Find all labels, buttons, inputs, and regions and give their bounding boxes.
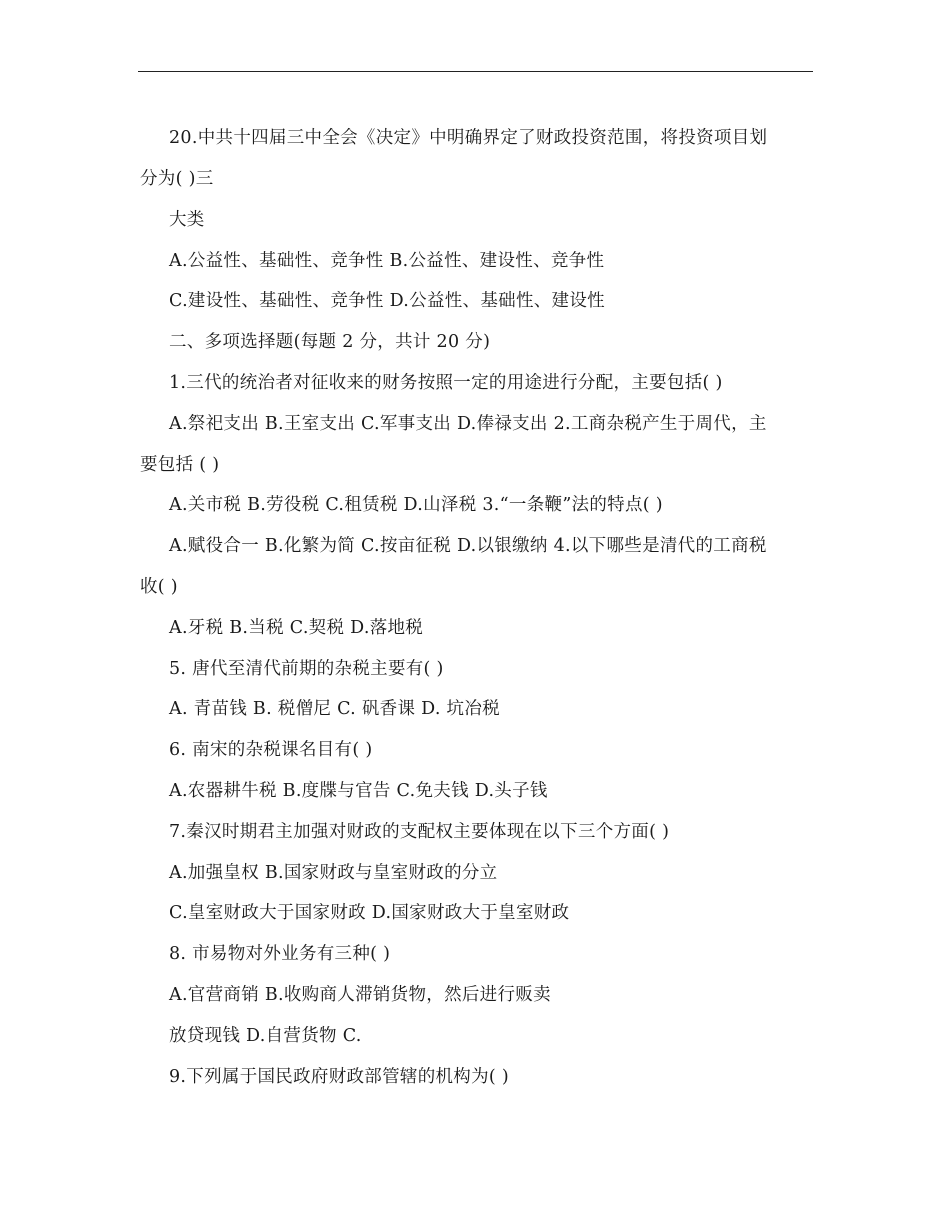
section-heading-multiple-choice: 二、多项选择题(每题 2 分，共计 20 分)	[169, 332, 491, 352]
question-20-options-cd: C.建设性、基础性、竞争性 D.公益性、基础性、建设性	[169, 291, 605, 311]
mc-question-5-options: A. 青苗钱 B. 税僧尼 C. 矾香课 D. 坑冶税	[169, 699, 500, 719]
question-20-line-2: 分为( )三	[140, 169, 214, 189]
mc-question-7-options-cd: C.皇室财政大于国家财政 D.国家财政大于皇室财政	[169, 903, 570, 923]
mc-question-8-options-ab: A.官营商销 B.收购商人滞销货物，然后进行贩卖	[169, 985, 551, 1005]
question-20-line-3: 大类	[169, 210, 205, 230]
mc-question-9: 9.下列属于国民政府财政部管辖的机构为( )	[169, 1067, 510, 1087]
mc-question-7: 7.秦汉时期君主加强对财政的支配权主要体现在以下三个方面( )	[169, 822, 670, 842]
mc-question-4-options: A.牙税 B.当税 C.契税 D.落地税	[169, 618, 424, 638]
mc-question-7-options-ab: A.加强皇权 B.国家财政与皇室财政的分立	[169, 863, 498, 883]
mc-question-2-continued: 要包括 ( )	[140, 455, 220, 475]
question-20-line-1: 20.中共十四届三中全会《决定》中明确界定了财政投资范围，将投资项目划	[169, 128, 768, 148]
mc-question-1: 1.三代的统治者对征收来的财务按照一定的用途进行分配，主要包括( )	[169, 373, 723, 393]
mc-question-4-continued: 收( )	[140, 577, 178, 597]
mc-question-6-options: A.农器耕牛税 B.度牒与官告 C.免夫钱 D.头子钱	[169, 781, 548, 801]
mc-question-8-options-cd: 放贷现钱 D.自营货物 C.	[169, 1026, 362, 1046]
mc-question-2-options-and-question-3: A.关市税 B.劳役税 C.租赁税 D.山泽税 3.“一条鞭”法的特点( )	[169, 495, 663, 515]
mc-question-8: 8. 市易物对外业务有三种( )	[169, 944, 391, 964]
question-20-options-ab: A.公益性、基础性、竞争性 B.公益性、建设性、竞争性	[169, 251, 605, 271]
mc-question-6: 6. 南宋的杂税课名目有( )	[169, 740, 373, 760]
mc-question-1-options-and-question-2: A.祭祀支出 B.王室支出 C.军事支出 D.俸禄支出 2.工商杂税产生于周代，主	[169, 414, 767, 434]
header-rule	[138, 71, 813, 72]
mc-question-3-options-and-question-4: A.赋役合一 B.化繁为简 C.按亩征税 D.以银缴纳 4.以下哪些是清代的工商税	[169, 536, 767, 556]
mc-question-5: 5. 唐代至清代前期的杂税主要有( )	[169, 659, 444, 679]
